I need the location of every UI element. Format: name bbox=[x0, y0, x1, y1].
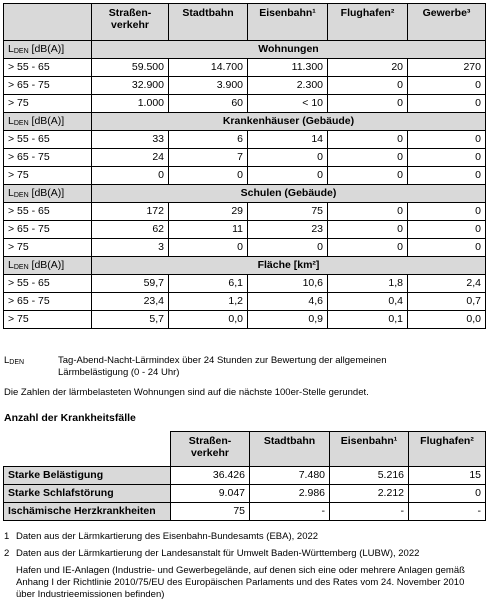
value-cell: 0 bbox=[169, 239, 248, 257]
legend-abbr: $L_{DEN}$ bbox=[4, 355, 25, 366]
value-cell: < 10 bbox=[248, 95, 328, 113]
value-cell: 0 bbox=[328, 131, 408, 149]
value-cell: 0,9 bbox=[248, 311, 328, 329]
value-cell: 0 bbox=[328, 203, 408, 221]
ldn-symbol: L bbox=[8, 114, 14, 127]
table-row bbox=[4, 311, 486, 329]
ldn-label-cell bbox=[4, 257, 92, 275]
value-cell: 0 bbox=[328, 149, 408, 167]
value-cell: 0 bbox=[248, 149, 328, 167]
value-cell: 14 bbox=[248, 131, 328, 149]
value-cell: 59,7 bbox=[92, 275, 169, 293]
value-cell: 0 bbox=[408, 221, 486, 239]
value-cell: 11 bbox=[169, 221, 248, 239]
cases-value-cell: 7.480 bbox=[250, 467, 330, 485]
value-cell: 0 bbox=[328, 95, 408, 113]
value-cell: 0 bbox=[408, 239, 486, 257]
cases-value-cell: - bbox=[250, 503, 330, 521]
table-row bbox=[4, 293, 486, 311]
row-label: > 65 - 75 bbox=[4, 221, 92, 239]
row-label: > 75 bbox=[4, 167, 92, 185]
column-header: Stadtbahn bbox=[169, 4, 248, 41]
row-label: > 65 - 75 bbox=[4, 293, 92, 311]
value-cell: 2,4 bbox=[408, 275, 486, 293]
footnote-1: 1 Daten aus der Lärmkartierung des Eisenbahn-Bundesamts (EBA), 2022 bbox=[4, 531, 319, 542]
ldn-label-cell bbox=[4, 113, 92, 131]
value-cell: 6,1 bbox=[169, 275, 248, 293]
row-label: > 65 - 75 bbox=[4, 149, 92, 167]
ldn-subscript: DEN bbox=[13, 47, 29, 55]
row-label: > 55 - 65 bbox=[4, 203, 92, 221]
footnote-3: Hafen und IE-Anlagen (Industrie- und Gewerbegelände, auf denen sich eine oder mehrere Anlagen gemäß Anhang I der Richtlinie 2010/75/EU des Europäischen Parlaments und des Rates vom 24. November 2010 über Industrieemissionen befinden) bbox=[16, 565, 465, 600]
ldn-symbol: L bbox=[8, 42, 14, 55]
ldn-unit: [dB(A)] bbox=[28, 114, 65, 127]
cases-row-label: Starke Schlafstörung bbox=[4, 485, 171, 503]
value-cell: 60 bbox=[169, 95, 248, 113]
value-cell: 59.500 bbox=[92, 59, 169, 77]
cases-title: Anzahl der Krankheitsfälle bbox=[4, 412, 136, 424]
value-cell: 0 bbox=[408, 203, 486, 221]
column-header: Eisenbahn¹ bbox=[248, 4, 328, 41]
ldn-subscript: DEN bbox=[13, 191, 29, 199]
value-cell: 0 bbox=[408, 95, 486, 113]
value-cell: 5,7 bbox=[92, 311, 169, 329]
ldn-unit: [dB(A)] bbox=[28, 42, 65, 55]
value-cell: 1,8 bbox=[328, 275, 408, 293]
section-row bbox=[4, 113, 486, 131]
row-label: > 55 - 65 bbox=[4, 131, 92, 149]
row-label: > 75 bbox=[4, 239, 92, 257]
value-cell: 24 bbox=[92, 149, 169, 167]
value-cell: 0 bbox=[248, 239, 328, 257]
value-cell: 3 bbox=[92, 239, 169, 257]
value-cell: 6 bbox=[169, 131, 248, 149]
row-label: > 55 - 65 bbox=[4, 275, 92, 293]
value-cell: 14.700 bbox=[169, 59, 248, 77]
cases-row bbox=[4, 467, 486, 485]
value-cell: 0,7 bbox=[408, 293, 486, 311]
table-row bbox=[4, 131, 486, 149]
section-row bbox=[4, 41, 486, 59]
value-cell: 0,4 bbox=[328, 293, 408, 311]
value-cell: 0 bbox=[92, 167, 169, 185]
ldn-subscript: DEN bbox=[13, 119, 29, 127]
section-title: Wohnungen bbox=[92, 41, 486, 59]
table-row bbox=[4, 59, 486, 77]
cases-column-header: Straßen-verkehr bbox=[171, 432, 250, 467]
value-cell: 20 bbox=[328, 59, 408, 77]
cases-value-cell: 75 bbox=[171, 503, 250, 521]
cases-row-label: Ischämische Herzkrankheiten bbox=[4, 503, 171, 521]
table-row bbox=[4, 95, 486, 113]
ldn-label-cell bbox=[4, 41, 92, 59]
table-row bbox=[4, 77, 486, 95]
ldn-symbol: L bbox=[8, 258, 14, 271]
column-header: Gewerbe³ bbox=[408, 4, 486, 41]
cases-row bbox=[4, 503, 486, 521]
value-cell: 0 bbox=[328, 77, 408, 95]
cases-value-cell: 15 bbox=[409, 467, 486, 485]
section-title: Schulen (Gebäude) bbox=[92, 185, 486, 203]
ldn-unit: [dB(A)] bbox=[28, 186, 65, 199]
value-cell: 0 bbox=[408, 131, 486, 149]
value-cell: 0 bbox=[169, 167, 248, 185]
cases-value-cell: - bbox=[330, 503, 409, 521]
table-row bbox=[4, 203, 486, 221]
value-cell: 3.900 bbox=[169, 77, 248, 95]
value-cell: 75 bbox=[248, 203, 328, 221]
rounding-note: Die Zahlen der lärmbelasteten Wohnungen sind auf die nächste 100er-Stelle gerundet. bbox=[4, 387, 369, 398]
value-cell: 0 bbox=[408, 167, 486, 185]
value-cell: 0,0 bbox=[408, 311, 486, 329]
value-cell: 23,4 bbox=[92, 293, 169, 311]
value-cell: 0 bbox=[328, 167, 408, 185]
value-cell: 7 bbox=[169, 149, 248, 167]
cases-header-row bbox=[4, 432, 486, 467]
cases-column-header: Stadtbahn bbox=[250, 432, 330, 467]
value-cell: 270 bbox=[408, 59, 486, 77]
value-cell: 10,6 bbox=[248, 275, 328, 293]
cases-value-cell: 36.426 bbox=[171, 467, 250, 485]
header-row bbox=[4, 4, 486, 41]
value-cell: 33 bbox=[92, 131, 169, 149]
value-cell: 0 bbox=[328, 239, 408, 257]
cases-value-cell: 2.212 bbox=[330, 485, 409, 503]
value-cell: 0 bbox=[248, 167, 328, 185]
value-cell: 23 bbox=[248, 221, 328, 239]
cases-value-cell: 5.216 bbox=[330, 467, 409, 485]
value-cell: 2.300 bbox=[248, 77, 328, 95]
table-row bbox=[4, 221, 486, 239]
cases-value-cell: 2.986 bbox=[250, 485, 330, 503]
row-label: > 75 bbox=[4, 311, 92, 329]
ldn-label-cell bbox=[4, 185, 92, 203]
value-cell: 1.000 bbox=[92, 95, 169, 113]
section-row bbox=[4, 185, 486, 203]
legend-text: Tag-Abend-Nacht-Lärmindex über 24 Stunden zur Bewertung der allgemeinen Lärmbelästigung (0 - 24 Uhr) bbox=[58, 355, 387, 378]
value-cell: 29 bbox=[169, 203, 248, 221]
row-label: > 55 - 65 bbox=[4, 59, 92, 77]
value-cell: 172 bbox=[92, 203, 169, 221]
ldn-symbol: L bbox=[8, 186, 14, 199]
table-row bbox=[4, 149, 486, 167]
footnote-2: 2 Daten aus der Lärmkartierung der Landesanstalt für Umwelt Baden-Württemberg (LUBW), 2022 bbox=[4, 548, 420, 559]
row-label: > 75 bbox=[4, 95, 92, 113]
value-cell: 0 bbox=[408, 149, 486, 167]
section-row bbox=[4, 257, 486, 275]
cases-row-label: Starke Belästigung bbox=[4, 467, 171, 485]
cases-column-header: Eisenbahn¹ bbox=[330, 432, 409, 467]
noise-exposure-table bbox=[3, 3, 486, 329]
cases-row bbox=[4, 485, 486, 503]
table-row bbox=[4, 167, 486, 185]
disease-cases-table bbox=[3, 431, 486, 521]
section-title: Fläche [km²] bbox=[92, 257, 486, 275]
value-cell: 62 bbox=[92, 221, 169, 239]
value-cell: 0 bbox=[408, 77, 486, 95]
column-header: Straßen-verkehr bbox=[92, 4, 169, 41]
row-label: > 65 - 75 bbox=[4, 77, 92, 95]
cases-value-cell: 0 bbox=[409, 485, 486, 503]
ldn-subscript: DEN bbox=[13, 263, 29, 271]
table-row bbox=[4, 275, 486, 293]
value-cell: 1,2 bbox=[169, 293, 248, 311]
cases-value-cell: 9.047 bbox=[171, 485, 250, 503]
cases-value-cell: - bbox=[409, 503, 486, 521]
value-cell: 4,6 bbox=[248, 293, 328, 311]
section-title: Krankenhäuser (Gebäude) bbox=[92, 113, 486, 131]
value-cell: 0,0 bbox=[169, 311, 248, 329]
header-corner bbox=[4, 4, 92, 41]
value-cell: 0,1 bbox=[328, 311, 408, 329]
cases-column-header: Flughafen² bbox=[409, 432, 486, 467]
value-cell: 32.900 bbox=[92, 77, 169, 95]
cases-header-corner bbox=[4, 432, 171, 467]
ldn-unit: [dB(A)] bbox=[28, 258, 65, 271]
table-row bbox=[4, 239, 486, 257]
column-header: Flughafen² bbox=[328, 4, 408, 41]
value-cell: 11.300 bbox=[248, 59, 328, 77]
value-cell: 0 bbox=[328, 221, 408, 239]
